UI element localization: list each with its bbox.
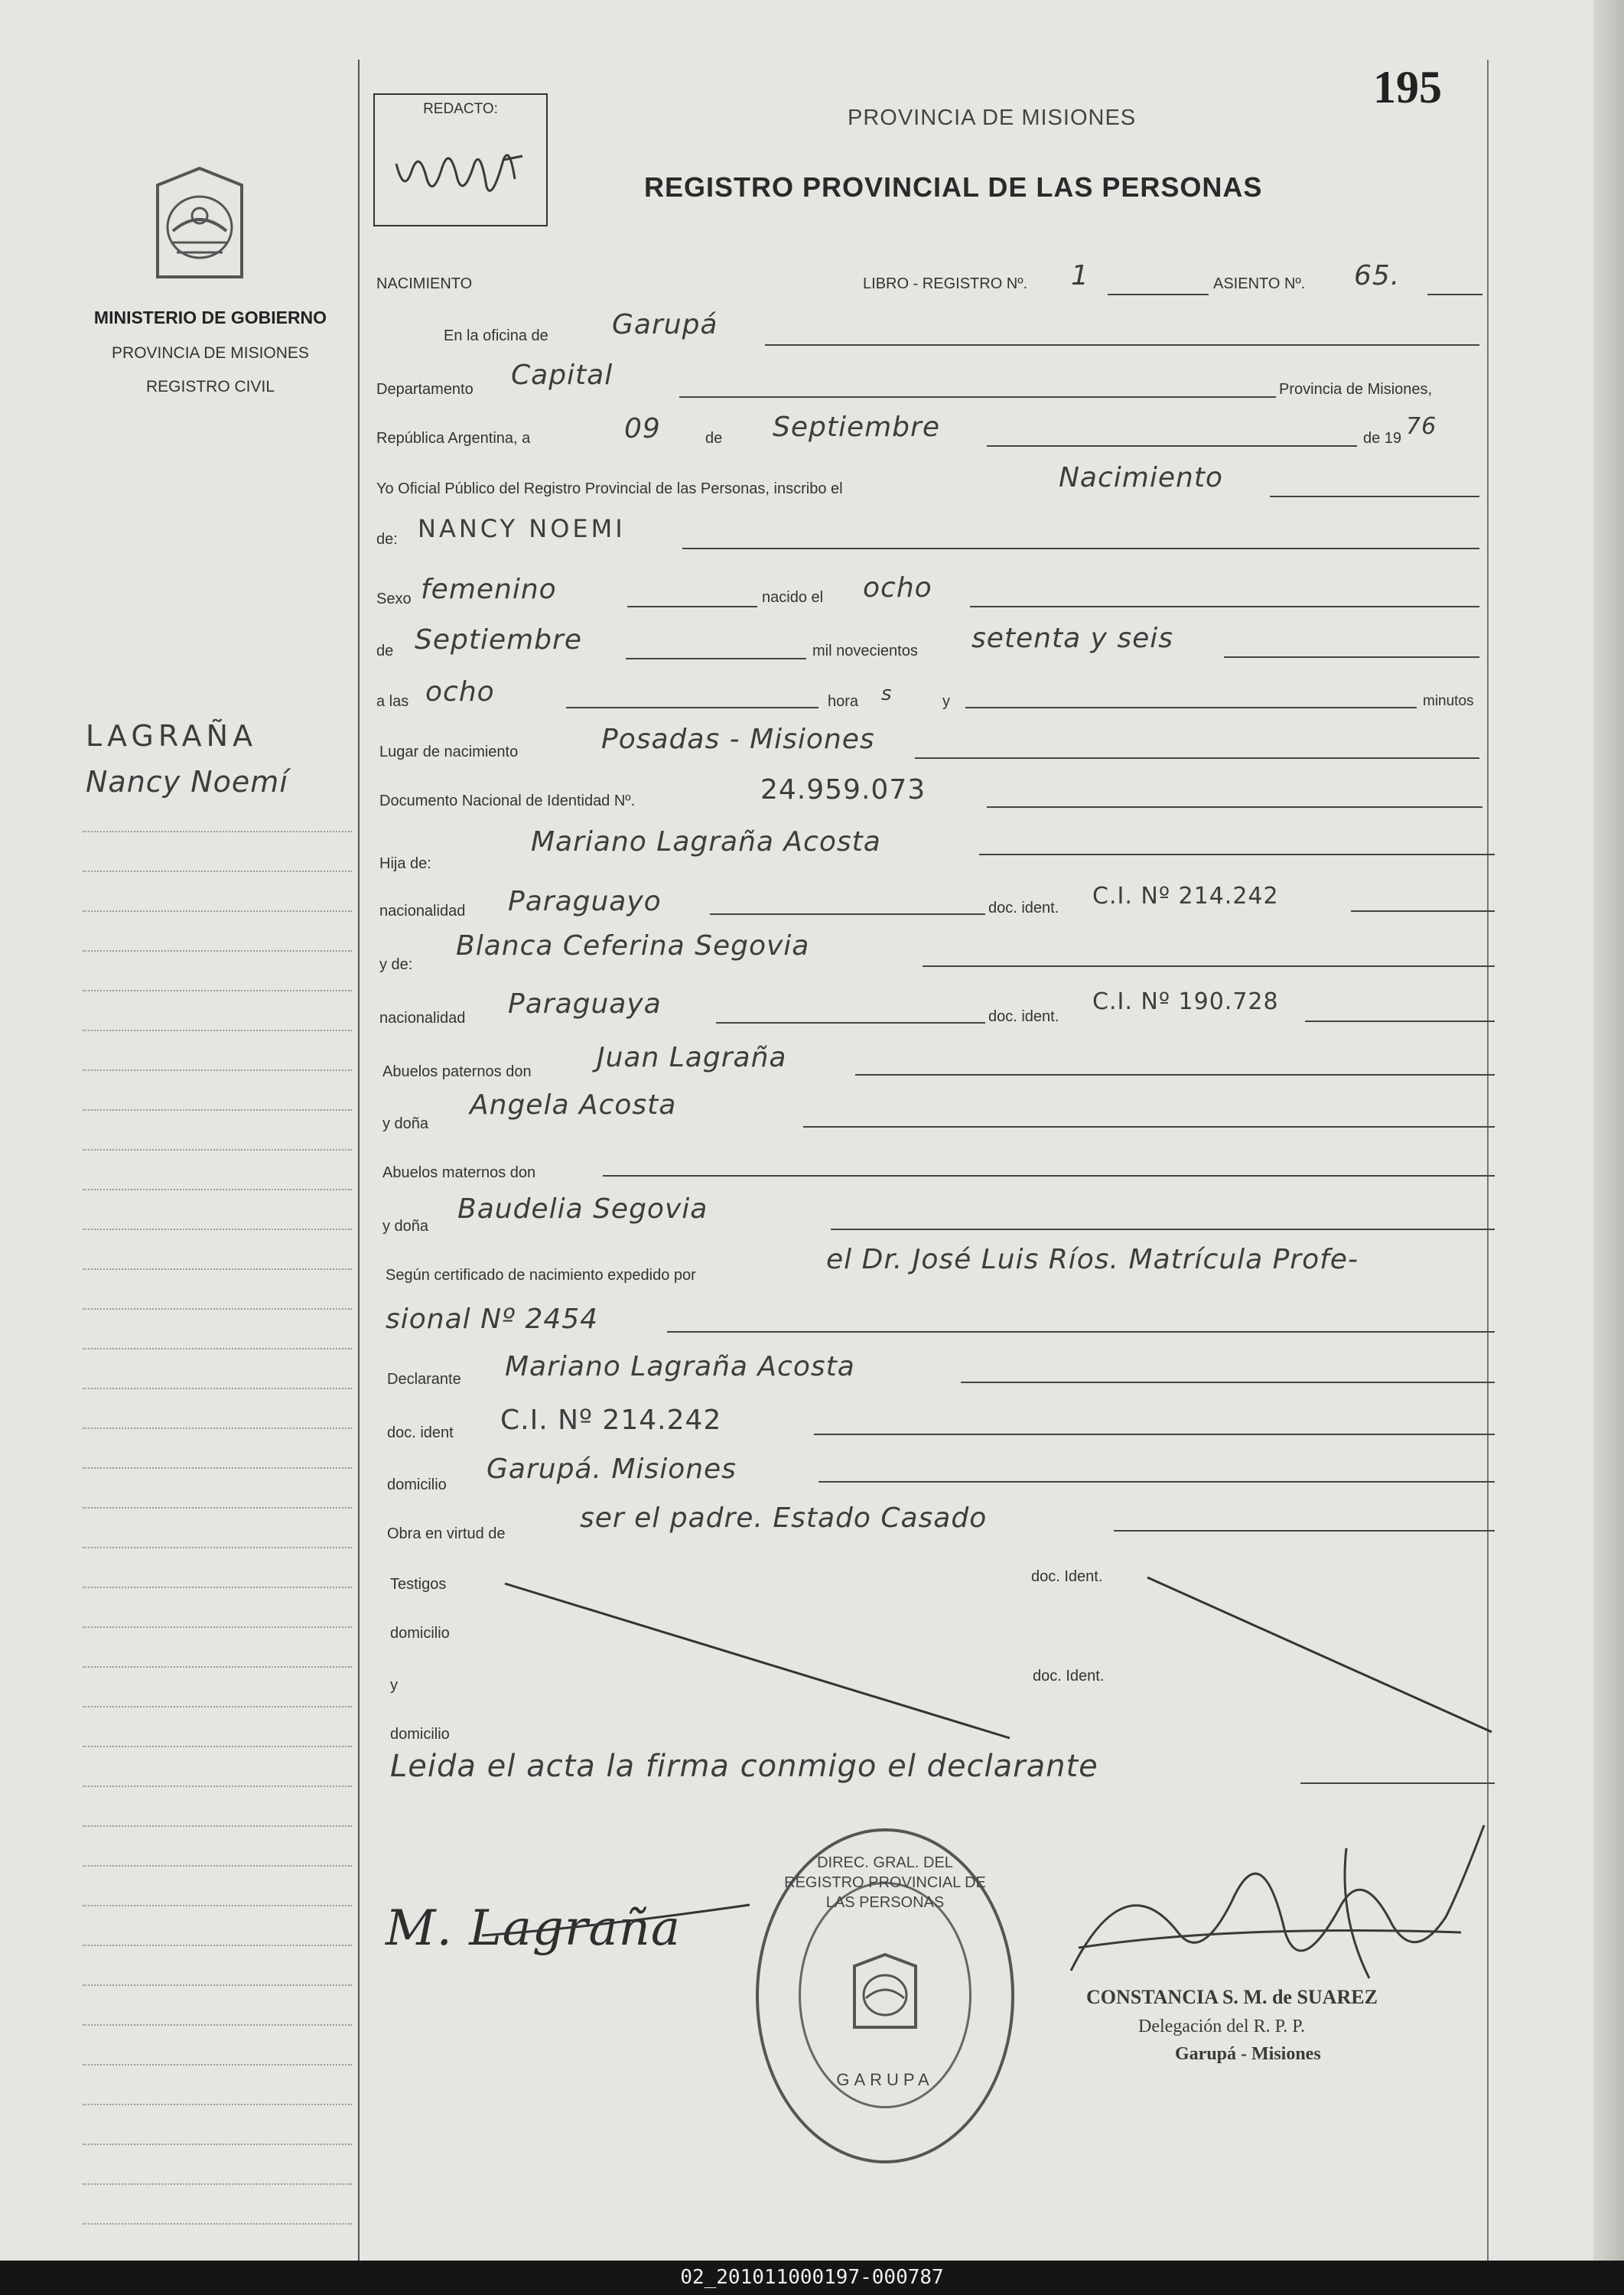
month2-value: Septiembre bbox=[415, 624, 582, 656]
departamento-label: Departamento bbox=[376, 381, 474, 398]
month-value: Septiembre bbox=[773, 412, 940, 443]
asiento-label: ASIENTO Nº. bbox=[1213, 275, 1306, 292]
libro-label: LIBRO - REGISTRO Nº. bbox=[863, 275, 1028, 292]
de2-label: de bbox=[376, 643, 394, 659]
domicilio-testigo-1-label: domicilio bbox=[390, 1625, 450, 1642]
ministry-registry: REGISTRO CIVIL bbox=[145, 378, 275, 396]
hora-label: hora bbox=[828, 693, 859, 710]
lugar-label: Lugar de nacimiento bbox=[379, 744, 519, 760]
stamp-place: GARUPA bbox=[836, 2070, 934, 2089]
documento-label: Documento Nacional de Identidad Nº. bbox=[379, 793, 636, 809]
redacto-initials-signature bbox=[389, 133, 534, 210]
domicilio-value: Garupá. Misiones bbox=[487, 1454, 737, 1485]
declarante-value: Mariano Lagraña Acosta bbox=[505, 1351, 855, 1382]
mil-label: mil novecientos bbox=[812, 643, 918, 659]
documento-value: 24.959.073 bbox=[760, 774, 926, 806]
nac-padre-value: Paraguayo bbox=[508, 886, 662, 917]
de-year-label: de 19 bbox=[1363, 430, 1402, 447]
yde-label: y de: bbox=[379, 956, 413, 973]
redacto-label: REDACTO: bbox=[423, 101, 498, 117]
oficina-label: En la oficina de bbox=[444, 327, 548, 344]
abuelos-mat-label: Abuelos maternos don bbox=[382, 1164, 536, 1181]
page-edge bbox=[1593, 0, 1624, 2261]
official-stamp-office: Delegación del R. P. P. bbox=[1138, 2017, 1305, 2036]
testigos-label: Testigos bbox=[390, 1576, 447, 1593]
sexo-value: femenino bbox=[421, 574, 557, 605]
official-stamp-name: CONSTANCIA S. M. de SUAREZ bbox=[1086, 1986, 1378, 2008]
declarante-signature-underline bbox=[474, 1897, 765, 1943]
redacto-box bbox=[373, 93, 548, 226]
lugar-value: Posadas - Misiones bbox=[601, 724, 875, 755]
doc-padre-value: C.I. Nº 214.242 bbox=[1092, 883, 1279, 910]
scan-identifier: 02_201011000197-000787 bbox=[0, 2261, 1624, 2295]
doc-declarante-label: doc. ident bbox=[387, 1424, 454, 1441]
domicilio-testigo-2-label: domicilio bbox=[390, 1726, 450, 1743]
margin-surname: LAGRAÑA bbox=[86, 719, 258, 753]
ydona-mat-label: y doña bbox=[382, 1218, 429, 1235]
registry-round-stamp bbox=[756, 1828, 1014, 2163]
province-seal-icon bbox=[142, 162, 257, 285]
oficial-label: Yo Oficial Público del Registro Provincial de las Personas, inscribo el bbox=[376, 480, 843, 497]
doc-ident-testigo-2-label: doc. Ident. bbox=[1033, 1668, 1105, 1685]
official-stamp-place: Garupá - Misiones bbox=[1175, 2044, 1321, 2064]
margin-divider bbox=[358, 60, 360, 2261]
abuelo-pat-value: Juan Lagraña bbox=[597, 1042, 787, 1073]
certificado-value: el Dr. José Luis Ríos. Matrícula Profe- bbox=[826, 1244, 1359, 1275]
abuela-mat-value: Baudelia Segovia bbox=[457, 1193, 708, 1225]
header-province: PROVINCIA DE MISIONES bbox=[848, 106, 1137, 130]
nac-madre-value: Paraguaya bbox=[508, 988, 662, 1020]
official-signature bbox=[1033, 1818, 1492, 1994]
doc-declarante-value: C.I. Nº 214.242 bbox=[500, 1405, 722, 1436]
libro-value: 1 bbox=[1071, 260, 1089, 291]
asiento-value: 65. bbox=[1354, 260, 1401, 291]
padre-value: Mariano Lagraña Acosta bbox=[531, 826, 881, 858]
y-label: y bbox=[942, 693, 950, 710]
hora-value: s bbox=[881, 682, 893, 705]
margin-given-name: Nancy Noemí bbox=[86, 765, 288, 799]
doc-padre-label: doc. ident. bbox=[988, 900, 1059, 916]
certificado-label: Según certificado de nacimiento expedido por bbox=[386, 1267, 696, 1284]
oficina-value: Garupá bbox=[612, 309, 718, 340]
nac-madre-label: nacionalidad bbox=[379, 1010, 466, 1027]
declarante-label: Declarante bbox=[387, 1371, 461, 1388]
nacido-value: ocho bbox=[863, 572, 932, 604]
madre-value: Blanca Ceferina Segovia bbox=[456, 930, 810, 962]
abuelos-pat-label: Abuelos paternos don bbox=[382, 1063, 532, 1080]
certificado-value-2: sional Nº 2454 bbox=[386, 1304, 599, 1335]
doc-ident-testigo-1-label: doc. Ident. bbox=[1031, 1568, 1103, 1585]
doc-madre-value: C.I. Nº 190.728 bbox=[1092, 988, 1279, 1015]
abuela-pat-value: Angela Acosta bbox=[470, 1089, 677, 1121]
minutos-label: minutos bbox=[1423, 693, 1474, 709]
republica-label: República Argentina, a bbox=[376, 430, 531, 447]
departamento-value: Capital bbox=[511, 360, 613, 391]
ministry-province: PROVINCIA DE MISIONES bbox=[112, 344, 309, 362]
domicilio-label: domicilio bbox=[387, 1476, 447, 1493]
stamp-seal-icon bbox=[843, 1951, 927, 2035]
declarante-signature: M. Lagraña bbox=[386, 1900, 681, 1957]
name-value: NANCY NOEMI bbox=[418, 514, 626, 543]
sexo-label: Sexo bbox=[376, 591, 412, 607]
alas-value: ocho bbox=[425, 676, 495, 708]
closing-statement: Leida el acta la firma conmigo el declarante bbox=[390, 1749, 1098, 1784]
provincia-suffix: Provincia de Misiones, bbox=[1279, 381, 1433, 398]
ministry-heading: MINISTERIO DE GOBIERNO bbox=[93, 308, 327, 327]
testigos-cross-lines bbox=[459, 1561, 1499, 1752]
y-testigo-label: y bbox=[390, 1677, 398, 1694]
obra-value: ser el padre. Estado Casado bbox=[580, 1502, 988, 1534]
obra-label: Obra en virtud de bbox=[387, 1525, 506, 1542]
inscribo-value: Nacimiento bbox=[1059, 462, 1223, 493]
hija-label: Hija de: bbox=[379, 855, 431, 872]
de-label: de bbox=[705, 430, 723, 447]
page-number: 195 bbox=[1373, 62, 1442, 112]
nac-padre-label: nacionalidad bbox=[379, 903, 466, 920]
de-name-label: de: bbox=[376, 531, 398, 548]
doc-madre-label: doc. ident. bbox=[988, 1008, 1059, 1025]
mil-value: setenta y seis bbox=[971, 623, 1174, 654]
year-value: 76 bbox=[1406, 413, 1437, 440]
stamp-ring-text: DIREC. GRAL. DEL REGISTRO PROVINCIAL DE LAS PERSONAS bbox=[784, 1854, 986, 1911]
nacido-label: nacido el bbox=[762, 589, 824, 606]
ydona-pat-label: y doña bbox=[382, 1115, 429, 1132]
nacimiento-label: NACIMIENTO bbox=[376, 275, 473, 292]
alas-label: a las bbox=[376, 693, 409, 710]
day-value: 09 bbox=[624, 413, 661, 444]
page-title: REGISTRO PROVINCIAL DE LAS PERSONAS bbox=[644, 171, 1263, 203]
